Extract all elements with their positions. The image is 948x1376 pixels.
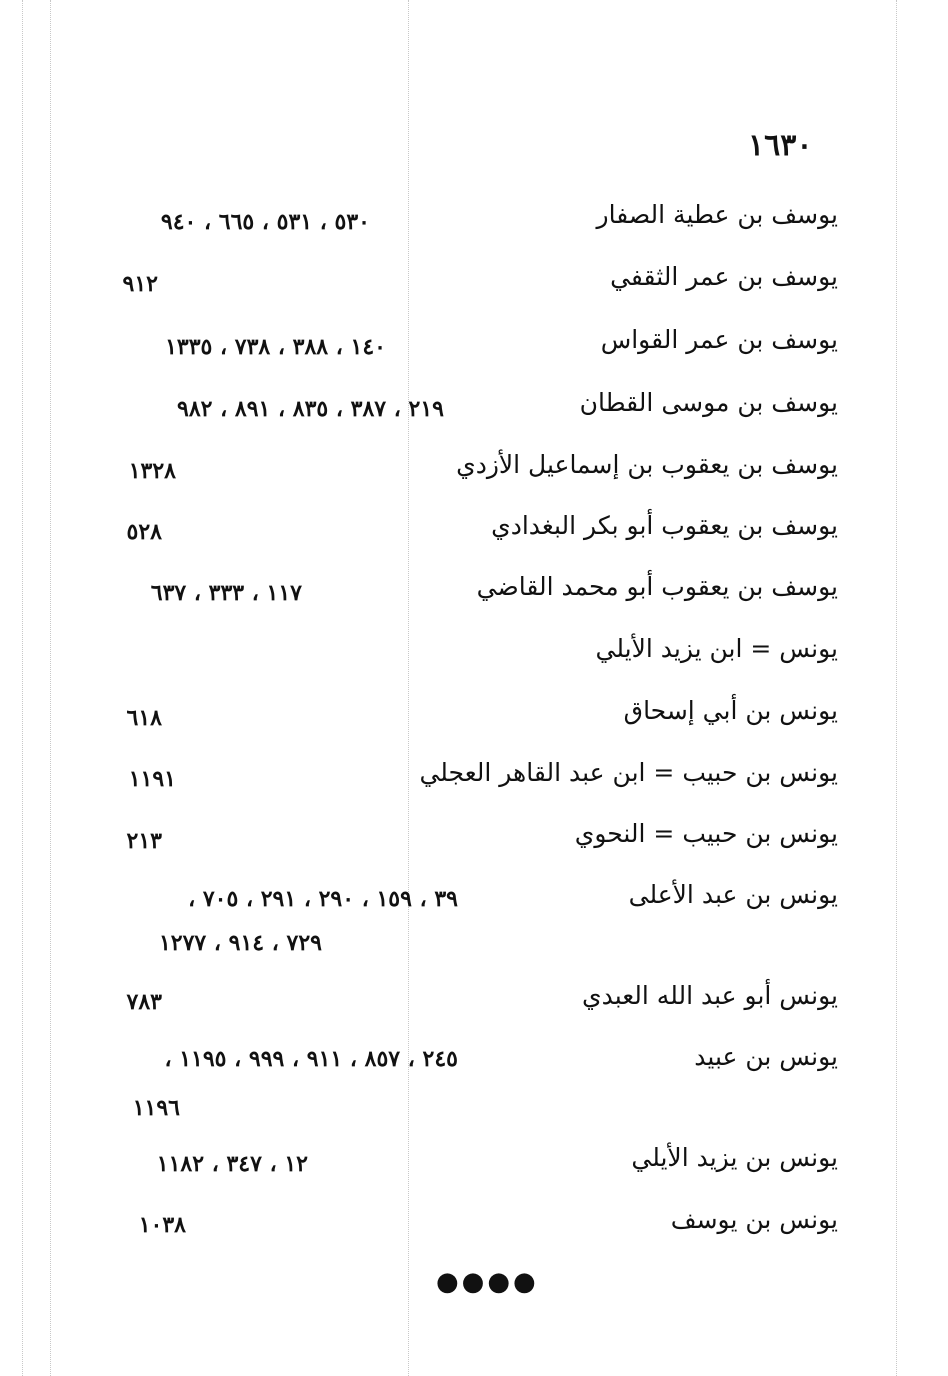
entry-name: يونس بن حبيب = ابن عبد القاهر العجلي xyxy=(419,758,838,787)
entry-refs: ١٣٢٨ xyxy=(128,458,176,484)
entry-refs: ١١٩١ xyxy=(128,766,176,792)
entry-name: يوسف بن موسى القطان xyxy=(579,388,838,417)
entry-refs: ٧٨٣ xyxy=(126,989,162,1015)
entry-refs-continued: ١١٩٦ xyxy=(132,1095,180,1121)
entry-name: يونس بن يوسف xyxy=(670,1205,838,1234)
scan-artifact-line xyxy=(896,0,897,1376)
entry-name: يوسف بن يعقوب أبو بكر البغدادي xyxy=(491,511,838,540)
entry-refs: ٢٤٥ ، ٨٥٧ ، ٩١١ ، ٩٩٩ ، ١١٩٥ ، xyxy=(164,1046,458,1072)
entry-name: يونس بن عبيد xyxy=(694,1042,838,1071)
entry-name: يونس = ابن يزيد الأيلي xyxy=(595,634,838,663)
entry-name: يونس بن يزيد الأيلي xyxy=(631,1143,838,1172)
entry-refs: ٥٣٠ ، ٥٣١ ، ٦٦٥ ، ٩٤٠ xyxy=(160,209,370,235)
entry-name: يوسف بن يعقوب بن إسماعيل الأزدي xyxy=(456,450,838,479)
scan-artifact-line xyxy=(50,0,51,1376)
scan-artifact-line xyxy=(408,0,409,1376)
entry-refs: ٢١٩ ، ٣٨٧ ، ٨٣٥ ، ٨٩١ ، ٩٨٢ xyxy=(177,396,444,422)
entry-refs: ١٢ ، ٣٤٧ ، ١١٨٢ xyxy=(156,1151,308,1177)
page-number: ١٦٣٠ xyxy=(748,128,813,163)
entry-name: يونس بن أبي إسحاق xyxy=(623,696,838,725)
entry-name: يونس بن عبد الأعلى xyxy=(628,880,838,909)
entry-refs: ٣٩ ، ١٥٩ ، ٢٩٠ ، ٢٩١ ، ٧٠٥ ، xyxy=(188,886,458,912)
entry-name: يوسف بن عمر الثقفي xyxy=(610,262,838,291)
entry-refs: ٢١٣ xyxy=(126,828,162,854)
entry-name: يونس أبو عبد الله العبدي xyxy=(582,981,838,1010)
entry-refs: ١٤٠ ، ٣٨٨ ، ٧٣٨ ، ١٣٣٥ xyxy=(165,334,386,360)
scan-artifact-line xyxy=(22,0,23,1376)
entry-name: يوسف بن عطية الصفار xyxy=(596,200,838,229)
entry-name: يوسف بن يعقوب أبو محمد القاضي xyxy=(476,572,838,601)
entry-refs: ٥٢٨ xyxy=(126,519,162,545)
entry-refs: ٦١٨ xyxy=(126,705,162,731)
entry-name: يونس بن حبيب = النحوي xyxy=(574,819,838,848)
entry-refs-continued: ٧٢٩ ، ٩١٤ ، ١٢٧٧ xyxy=(158,930,322,956)
entry-refs: ٩١٢ xyxy=(122,271,158,297)
entry-name: يوسف بن عمر القواس xyxy=(600,325,838,354)
end-ornament: ●●●● xyxy=(436,1267,539,1297)
entry-refs: ١١٧ ، ٣٣٣ ، ٦٣٧ xyxy=(150,580,302,606)
entry-refs: ١٠٣٨ xyxy=(138,1212,186,1238)
